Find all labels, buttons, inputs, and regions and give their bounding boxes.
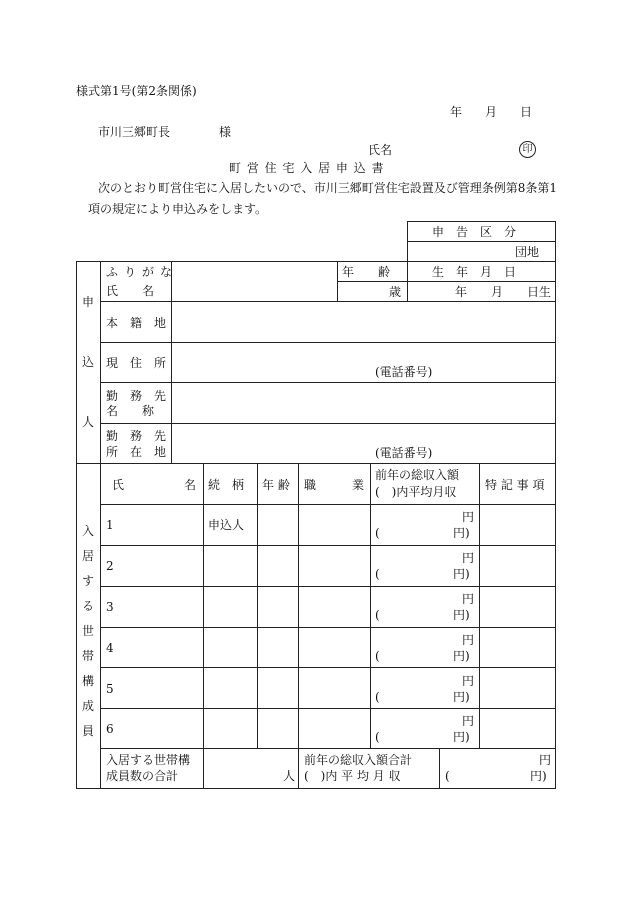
addressee-honorific: 様 bbox=[219, 125, 232, 139]
total-members-label-2: 成員数の合計 bbox=[106, 769, 179, 783]
applicant-name-field-label: 氏 名 bbox=[106, 284, 155, 298]
row-paren-close: 円) bbox=[453, 526, 470, 540]
row-yen: 円 bbox=[462, 633, 475, 647]
applicant-side-char: 人 bbox=[81, 415, 94, 429]
workplace-name-label-2: 名 称 bbox=[106, 404, 155, 418]
intro-line-2: 項の規定により申込みをします。 bbox=[88, 202, 268, 216]
row-number: 6 bbox=[106, 722, 114, 736]
birth-label: 生 年 月 日 bbox=[432, 265, 517, 279]
household-side-char: 世 bbox=[81, 624, 94, 638]
row-yen: 円 bbox=[462, 674, 475, 688]
category-value: 団地 bbox=[515, 245, 540, 259]
row-yen: 円 bbox=[462, 510, 475, 524]
row-paren-close: 円) bbox=[453, 690, 470, 704]
form-number: 様式第1号(第2条関係) bbox=[76, 84, 197, 98]
header-job: 職 業 bbox=[304, 478, 365, 492]
total-income-label-1: 前年の総収入額合計 bbox=[304, 753, 413, 767]
date-year: 年 bbox=[450, 105, 463, 119]
row-paren-close: 円) bbox=[453, 649, 470, 663]
row-number: 5 bbox=[106, 682, 114, 696]
addressee-title: 市川三郷町長 bbox=[98, 125, 171, 139]
row-number: 1 bbox=[106, 518, 114, 532]
header-income-2: ( )内平均月収 bbox=[375, 485, 457, 499]
workplace-phone: (電話番号) bbox=[375, 446, 433, 460]
total-yen: 円 bbox=[539, 753, 552, 767]
total-members-unit: 人 bbox=[283, 769, 296, 783]
total-paren-close: 円) bbox=[530, 769, 547, 783]
row-yen: 円 bbox=[462, 551, 475, 565]
date-day: 日 bbox=[520, 105, 533, 119]
honseki-label: 本 籍 地 bbox=[106, 316, 167, 330]
household-side-char: 員 bbox=[81, 724, 94, 738]
total-income-label-2: ( )内 平 均 月 収 bbox=[304, 769, 401, 783]
header-name: 氏 名 bbox=[112, 478, 197, 492]
household-side-char: る bbox=[81, 599, 94, 613]
total-members-label-1: 入居する世帯構 bbox=[106, 753, 191, 767]
seal-mark: 印 bbox=[519, 141, 536, 158]
household-side-char: 構 bbox=[81, 674, 94, 688]
intro-line-1: 次のとおり町営住宅に入居したいので、市川三郷町営住宅設置及び管理条例第8条第1 bbox=[98, 181, 558, 195]
applicant-side-char: 申 bbox=[81, 295, 94, 309]
household-side-char: 居 bbox=[81, 549, 94, 563]
household-side-char: 帯 bbox=[81, 649, 94, 663]
workplace-location-label-2: 所 在 地 bbox=[106, 445, 167, 459]
form-title: 町 営 住 宅 入 居 申 込 書 bbox=[229, 161, 385, 175]
row-paren-open: ( bbox=[375, 608, 380, 622]
address-phone: (電話番号) bbox=[375, 365, 433, 379]
age-label: 年 齢 bbox=[342, 265, 391, 279]
header-relation: 続 柄 bbox=[208, 478, 245, 492]
row-paren-open: ( bbox=[375, 730, 380, 744]
age-unit: 歳 bbox=[389, 285, 402, 299]
total-paren-open: ( bbox=[445, 769, 450, 783]
household-side-char: 入 bbox=[81, 524, 94, 538]
birth-date: 年 月 日生 bbox=[455, 285, 552, 299]
workplace-location-label-1: 勤 務 先 bbox=[106, 429, 167, 443]
row-paren-open: ( bbox=[375, 690, 380, 704]
header-age: 年 齢 bbox=[262, 478, 290, 492]
household-side-char: す bbox=[81, 574, 94, 588]
row-paren-close: 円) bbox=[453, 567, 470, 581]
row-paren-open: ( bbox=[375, 526, 380, 540]
header-notes: 特 記 事 項 bbox=[485, 478, 545, 492]
address-label: 現 住 所 bbox=[106, 356, 167, 370]
row-yen: 円 bbox=[462, 592, 475, 606]
workplace-name-label-1: 勤 務 先 bbox=[106, 389, 167, 403]
row-paren-close: 円) bbox=[453, 608, 470, 622]
row-number: 4 bbox=[106, 641, 114, 655]
row-relation: 申込人 bbox=[208, 518, 245, 532]
row-paren-close: 円) bbox=[453, 730, 470, 744]
furigana-label: ふりがな bbox=[106, 265, 179, 279]
row-number: 2 bbox=[106, 559, 114, 573]
row-number: 3 bbox=[106, 600, 114, 614]
applicant-name-label: 氏名 bbox=[368, 143, 393, 157]
household-side-char: 成 bbox=[81, 699, 94, 713]
category-label: 申 告 区 分 bbox=[432, 225, 517, 239]
row-paren-open: ( bbox=[375, 567, 380, 581]
header-income-1: 前年の総収入額 bbox=[375, 468, 460, 482]
applicant-side-char: 込 bbox=[81, 355, 94, 369]
date-month: 月 bbox=[485, 105, 498, 119]
row-paren-open: ( bbox=[375, 649, 380, 663]
row-yen: 円 bbox=[462, 714, 475, 728]
